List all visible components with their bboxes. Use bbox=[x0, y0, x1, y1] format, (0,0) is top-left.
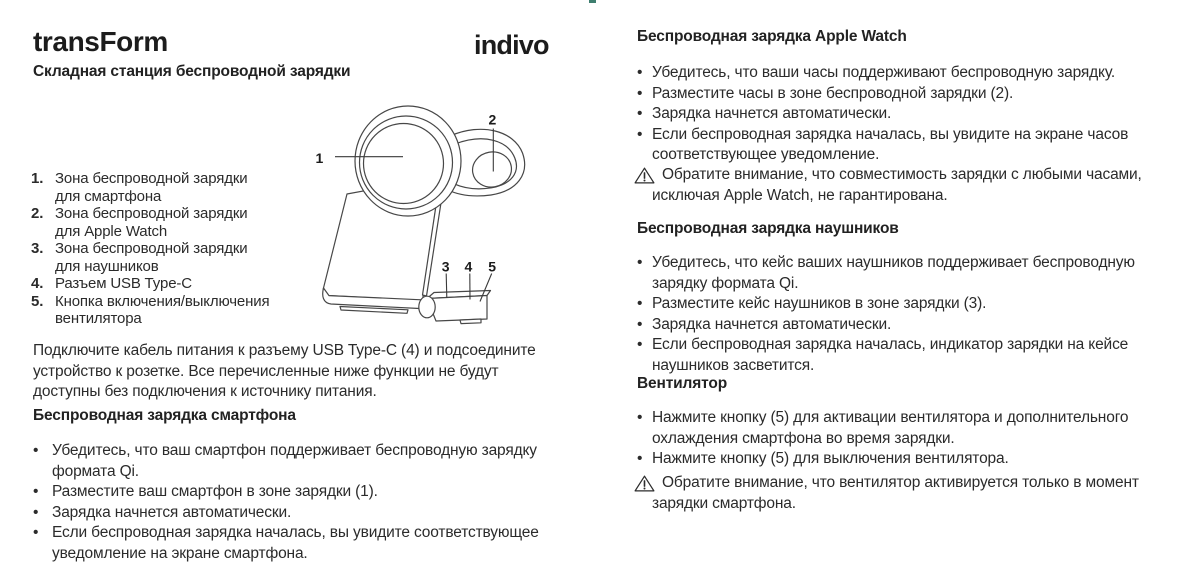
list-item bbox=[637, 294, 1135, 315]
bullet-line: зарядку формата Qi. bbox=[652, 274, 799, 292]
callout-line-3 bbox=[446, 274, 447, 299]
list-item bbox=[33, 523, 539, 564]
device-diagram bbox=[300, 95, 600, 340]
bullet-line: Если беспроводная зарядка началась, индикатор зарядки на кейсе bbox=[652, 336, 1129, 353]
bullet-marker: • bbox=[33, 442, 39, 459]
list-item bbox=[637, 408, 1128, 449]
bullet-line: Разместите часы в зоне беспроводной зарядки (2). bbox=[652, 84, 1014, 102]
bullet-line: наушников засветится. bbox=[652, 356, 815, 374]
bullet-line: Убедитесь, что ваш смартфон поддерживает беспроводную зарядку bbox=[52, 442, 537, 459]
base-box-foot bbox=[460, 319, 481, 324]
list-item bbox=[637, 335, 1135, 376]
part-text-line: Зона беспроводной зарядки bbox=[55, 170, 248, 187]
part-text-line: Зона беспроводной зарядки bbox=[55, 205, 248, 222]
earbuds-bullet-list bbox=[637, 253, 1135, 376]
bullet-marker: • bbox=[637, 450, 643, 467]
part-text-line: вентилятора bbox=[55, 310, 142, 327]
bullet-line: Разместите ваш смартфон в зоне зарядки (1). bbox=[52, 483, 378, 500]
callout-label-4: 4 bbox=[464, 258, 473, 275]
callout-label-5: 5 bbox=[488, 258, 497, 275]
power-note bbox=[33, 341, 536, 403]
bullet-marker: • bbox=[33, 503, 39, 521]
warning-fan bbox=[634, 473, 1139, 514]
warning-line: Обратите внимание, что совместимость зарядки с любыми часами, bbox=[662, 166, 1142, 183]
callout-label-1: 1 bbox=[315, 150, 324, 166]
brand-logo: indivo bbox=[474, 30, 549, 60]
part-number: 2. bbox=[31, 205, 44, 222]
list-item bbox=[31, 170, 301, 205]
part-text-line: Разъем USB Type-C bbox=[55, 275, 192, 292]
product-title: transForm bbox=[33, 26, 168, 57]
list-item bbox=[637, 104, 1128, 125]
bullet-line: Если беспроводная зарядка началась, вы увидите на экране часов bbox=[652, 125, 1129, 143]
part-number: 1. bbox=[31, 170, 44, 187]
part-text-line: для Apple Watch bbox=[55, 222, 168, 240]
part-number: 4. bbox=[31, 275, 44, 292]
bullet-line: формата Qi. bbox=[52, 462, 139, 480]
bullet-marker: • bbox=[637, 84, 643, 102]
fan-bullet-list bbox=[637, 408, 1128, 470]
list-item bbox=[31, 205, 301, 240]
list-item bbox=[637, 253, 1135, 294]
warning-line: исключая Apple Watch, не гарантирована. bbox=[652, 186, 948, 204]
bullet-line: соответствующее уведомление. bbox=[652, 146, 880, 163]
callout-label-2: 2 bbox=[488, 111, 497, 128]
bullet-line: охлаждения смартфона во время зарядки. bbox=[652, 429, 955, 447]
list-item bbox=[31, 293, 301, 328]
bullet-marker: • bbox=[637, 409, 643, 426]
bullet-line: Зарядка начнется автоматически. bbox=[652, 105, 892, 122]
warning-icon bbox=[634, 474, 655, 493]
bullet-marker: • bbox=[637, 64, 643, 81]
bullet-marker: • bbox=[33, 524, 39, 541]
bullet-line: Убедитесь, что кейс ваших наушников поддерживает беспроводную bbox=[652, 254, 1135, 271]
bullet-line: Нажмите кнопку (5) для выключения вентилятора. bbox=[652, 450, 1009, 467]
bullet-marker: • bbox=[33, 483, 39, 500]
phone-pad-outer bbox=[355, 106, 461, 216]
part-number: 3. bbox=[31, 240, 44, 257]
bullet-line: Зарядка начнется автоматически. bbox=[652, 315, 892, 333]
warning-icon bbox=[634, 166, 655, 185]
bullet-marker: • bbox=[637, 315, 643, 333]
base-box bbox=[427, 296, 487, 322]
bullet-line: Разместите кейс наушников в зоне зарядки (3). bbox=[652, 295, 987, 312]
product-subtitle: Складная станция беспроводной зарядки bbox=[33, 63, 351, 80]
list-item bbox=[637, 315, 1135, 336]
bullet-marker: • bbox=[637, 254, 643, 271]
callout-label-3: 3 bbox=[441, 258, 450, 275]
paragraph-line: доступны без подключения к источнику питания. bbox=[33, 383, 377, 400]
list-item bbox=[33, 482, 539, 503]
list-item bbox=[637, 125, 1128, 166]
section-heading-earbuds: Беспроводная зарядка наушников bbox=[637, 220, 899, 237]
warning-line: Обратите внимание, что вентилятор активируется только в момент bbox=[662, 474, 1139, 491]
list-item bbox=[637, 449, 1128, 470]
list-item bbox=[33, 503, 539, 524]
bullet-line: Убедитесь, что ваши часы поддерживают беспроводную зарядку. bbox=[652, 64, 1116, 81]
section-heading-smartphone: Беспроводная зарядка смартфона bbox=[33, 407, 296, 424]
parts-list bbox=[31, 170, 301, 328]
section-heading-fan: Вентилятор bbox=[637, 375, 728, 392]
bullet-marker: • bbox=[637, 105, 643, 122]
warning-watch-compatibility bbox=[634, 165, 1142, 206]
bullet-marker: • bbox=[637, 336, 643, 353]
hinge-cylinder bbox=[419, 296, 435, 318]
bullet-line: Если беспроводная зарядка началась, вы увидите соответствующее bbox=[52, 524, 539, 541]
part-text-line: Кнопка включения/выключения bbox=[55, 292, 270, 310]
paragraph-line: Подключите кабель питания к разъему USB Type-C (4) и подсоедините bbox=[33, 342, 536, 359]
list-item bbox=[31, 240, 301, 275]
part-number: 5. bbox=[31, 292, 44, 310]
part-text-line: для смартфона bbox=[55, 187, 162, 205]
smartphone-bullet-list bbox=[33, 441, 539, 564]
section-heading-watch: Беспроводная зарядка Apple Watch bbox=[637, 28, 907, 45]
list-item bbox=[33, 441, 539, 482]
part-text-line: для наушников bbox=[55, 257, 159, 275]
bullet-line: уведомление на экране смартфона. bbox=[52, 544, 308, 562]
bullet-line: Зарядка начнется автоматически. bbox=[52, 503, 292, 521]
part-text-line: Зона беспроводной зарядки bbox=[55, 240, 248, 257]
list-item bbox=[31, 275, 301, 293]
bullet-marker: • bbox=[637, 295, 643, 312]
list-item bbox=[637, 84, 1128, 105]
top-edge-artifact bbox=[589, 0, 596, 3]
paragraph-line: устройство к розетке. Все перечисленные ниже функции не будут bbox=[33, 362, 499, 380]
warning-line: зарядки смартфона. bbox=[652, 494, 796, 512]
watch-bullet-list bbox=[637, 63, 1128, 166]
bullet-line: Нажмите кнопку (5) для активации вентилятора и дополнительного bbox=[652, 409, 1129, 426]
bullet-marker: • bbox=[637, 125, 643, 143]
list-item bbox=[637, 63, 1128, 84]
